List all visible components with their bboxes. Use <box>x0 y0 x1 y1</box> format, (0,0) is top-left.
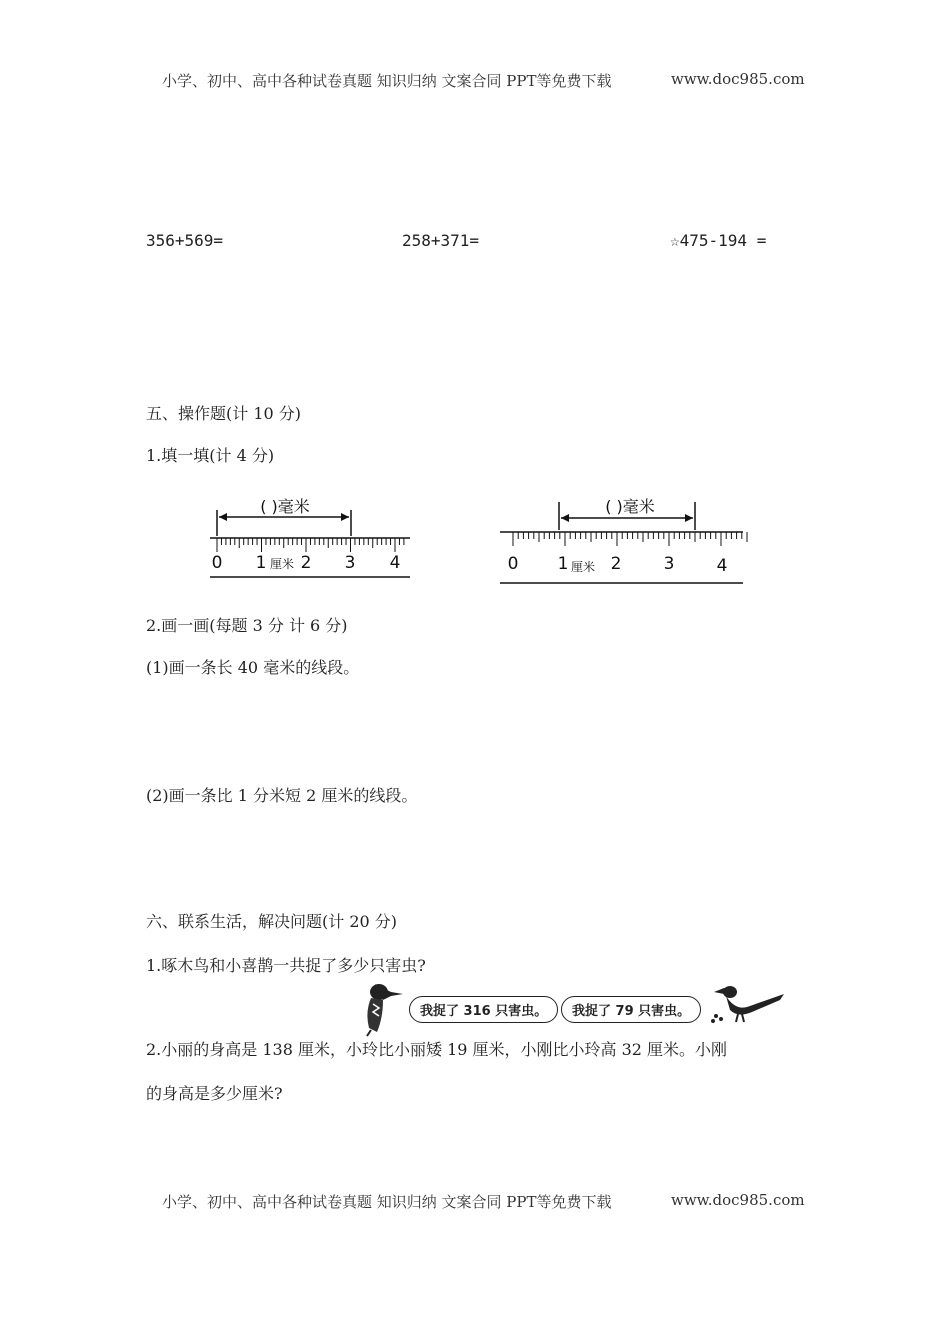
footer-text: 小学、初中、高中各种试卷真题 知识归纳 文案合同 PPT等免费下载 <box>162 1193 612 1211</box>
section5-q1: 1.填一填(计 4 分) <box>146 446 275 465</box>
calc-1: 356+569= <box>146 231 224 250</box>
section5-q2-1: (1)画一条长 40 毫米的线段。 <box>146 658 360 677</box>
ruler-1-num-1: 1 <box>255 553 267 573</box>
section6-q1: 1.啄木鸟和小喜鹊一共捉了多少只害虫? <box>146 956 426 975</box>
speech-bubble-magpie: 我捉了 79 只害虫。 <box>561 996 701 1023</box>
speech-bubble-woodpecker: 我捉了 316 只害虫。 <box>409 996 558 1023</box>
ruler-2-label: ( )毫米 <box>605 497 655 516</box>
woodpecker-illustration <box>353 978 408 1038</box>
ruler-1-label: ( )毫米 <box>260 497 310 516</box>
ruler-1-num-0: 0 <box>211 553 223 573</box>
section6-q2-line2: 的身高是多少厘米? <box>146 1084 283 1103</box>
ruler-1-num-3: 3 <box>344 553 356 573</box>
header-url: www.doc985.com <box>671 70 805 88</box>
section6-title: 六、联系生活，解决问题(计 20 分) <box>146 912 398 931</box>
ruler-2-num-0: 0 <box>507 554 519 574</box>
section6-q2-line1: 2.小丽的身高是 138 厘米，小玲比小丽矮 19 厘米，小刚比小玲高 32 厘米。小刚 <box>146 1040 728 1059</box>
ruler-1-unit: 厘米 <box>269 557 295 571</box>
ruler-2-num-1: 1 <box>557 554 569 574</box>
ruler-1 <box>205 490 420 585</box>
section5-q2: 2.画一画(每题 3 分 计 6 分) <box>146 616 348 635</box>
ruler-2-num-3: 3 <box>663 554 675 574</box>
ruler-1-num-4: 4 <box>389 553 401 573</box>
ruler-1-num-2: 2 <box>300 553 312 573</box>
calc-3: ☆475-194 = <box>670 231 767 250</box>
ruler-2-num-2: 2 <box>610 554 622 574</box>
calc-2: 258+371= <box>402 231 480 250</box>
magpie-illustration <box>708 976 788 1026</box>
ruler-2-num-4: 4 <box>716 556 728 576</box>
footer-url: www.doc985.com <box>671 1191 805 1209</box>
section5-q2-2: (2)画一条比 1 分米短 2 厘米的线段。 <box>146 786 418 805</box>
header-text: 小学、初中、高中各种试卷真题 知识归纳 文案合同 PPT等免费下载 <box>162 72 612 90</box>
section5-title: 五、操作题(计 10 分) <box>146 404 302 423</box>
ruler-2-unit: 厘米 <box>570 560 596 574</box>
ruler-2 <box>495 490 750 590</box>
